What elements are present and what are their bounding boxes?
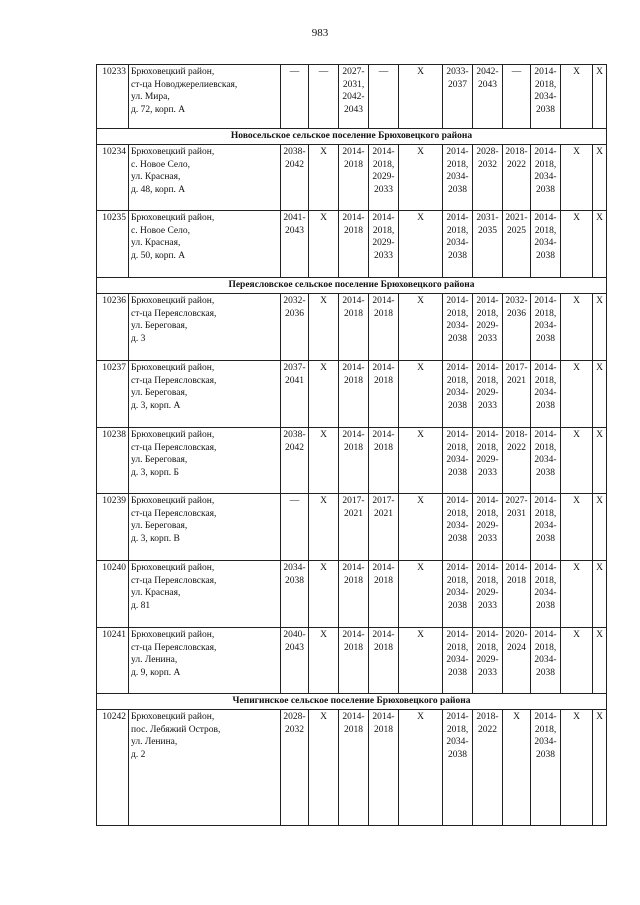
- period-cell: 2014- 2018, 2034- 2038: [531, 710, 561, 826]
- period-cell: 2032- 2036: [503, 294, 531, 361]
- period-cell: X: [593, 65, 607, 129]
- period-cell: —: [281, 494, 309, 561]
- period-cell: X: [309, 211, 339, 278]
- period-cell: X: [399, 65, 443, 129]
- section-title: Переясловское сельское поселение Брюховецкого района: [97, 278, 607, 294]
- period-cell: X: [399, 211, 443, 278]
- period-cell: X: [593, 710, 607, 826]
- period-cell: 2014- 2018, 2034- 2038: [531, 494, 561, 561]
- period-cell: 2014- 2018: [369, 428, 399, 494]
- address-cell: Брюховецкий район, ст-ца Переясловская, ул. Береговая, д. 3, корп. Б: [129, 428, 281, 494]
- period-cell: X: [561, 145, 593, 211]
- period-cell: 2014- 2018, 2034- 2038: [443, 561, 473, 628]
- period-cell: 2014- 2018, 2029- 2033: [473, 428, 503, 494]
- record-number: 10233: [97, 65, 129, 129]
- table-row: [97, 294, 607, 361]
- period-cell: 2014- 2018, 2034- 2038: [531, 628, 561, 694]
- period-cell: X: [309, 710, 339, 826]
- period-cell: 2014- 2018, 2034- 2038: [443, 294, 473, 361]
- period-cell: X: [399, 628, 443, 694]
- period-cell: 2017- 2021: [339, 494, 369, 561]
- table-row: [97, 65, 607, 129]
- period-cell: 2027- 2031: [503, 494, 531, 561]
- section-header-row: [97, 129, 607, 145]
- period-cell: 2032- 2036: [281, 294, 309, 361]
- period-cell: 2028- 2032: [473, 145, 503, 211]
- period-cell: 2018- 2022: [473, 710, 503, 826]
- table-row: [97, 710, 607, 826]
- record-number: 10239: [97, 494, 129, 561]
- period-cell: 2014- 2018, 2034- 2038: [443, 145, 473, 211]
- record-number: 10242: [97, 710, 129, 826]
- period-cell: 2014- 2018, 2034- 2038: [443, 494, 473, 561]
- period-cell: 2014- 2018, 2034- 2038: [531, 211, 561, 278]
- period-cell: X: [593, 628, 607, 694]
- period-cell: X: [309, 494, 339, 561]
- address-cell: Брюховецкий район, ст-ца Переясловская, ул. Береговая, д. 3, корп. А: [129, 361, 281, 428]
- record-number: 10234: [97, 145, 129, 211]
- period-cell: X: [593, 145, 607, 211]
- period-cell: X: [399, 494, 443, 561]
- address-cell: Брюховецкий район, ст-ца Переясловская, ул. Береговая, д. 3, корп. В: [129, 494, 281, 561]
- period-cell: 2020- 2024: [503, 628, 531, 694]
- period-cell: 2014- 2018: [369, 628, 399, 694]
- period-cell: 2014- 2018: [339, 628, 369, 694]
- period-cell: X: [503, 710, 531, 826]
- period-cell: 2014- 2018, 2034- 2038: [443, 428, 473, 494]
- record-number: 10235: [97, 211, 129, 278]
- period-cell: X: [561, 710, 593, 826]
- period-cell: 2038- 2042: [281, 145, 309, 211]
- table-row: [97, 494, 607, 561]
- address-cell: Брюховецкий район, с. Новое Село, ул. Красная, д. 48, корп. А: [129, 145, 281, 211]
- address-cell: Брюховецкий район, ст-ца Переясловская, ул. Ленина, д. 9, корп. А: [129, 628, 281, 694]
- period-cell: 2037- 2041: [281, 361, 309, 428]
- period-cell: X: [561, 294, 593, 361]
- record-number: 10238: [97, 428, 129, 494]
- period-cell: 2014- 2018, 2034- 2038: [531, 361, 561, 428]
- table-row: [97, 361, 607, 428]
- period-cell: 2028- 2032: [281, 710, 309, 826]
- period-cell: X: [309, 361, 339, 428]
- period-cell: —: [281, 65, 309, 129]
- period-cell: 2014- 2018, 2029- 2033: [369, 145, 399, 211]
- period-cell: 2041- 2043: [281, 211, 309, 278]
- page-number: 983: [311, 27, 329, 39]
- period-cell: 2014- 2018, 2029- 2033: [473, 561, 503, 628]
- period-cell: 2014- 2018: [339, 145, 369, 211]
- period-cell: X: [561, 628, 593, 694]
- period-cell: 2031- 2035: [473, 211, 503, 278]
- period-cell: 2038- 2042: [281, 428, 309, 494]
- period-cell: X: [561, 211, 593, 278]
- period-cell: 2014- 2018: [503, 561, 531, 628]
- address-cell: Брюховецкий район, ст-ца Переясловская, ул. Береговая, д. 3: [129, 294, 281, 361]
- section-title: Новосельское сельское поселение Брюховецкого района: [97, 129, 607, 145]
- address-cell: Брюховецкий район, ст-ца Переясловская, ул. Красная, д. 81: [129, 561, 281, 628]
- table-row: [97, 211, 607, 278]
- period-cell: 2017- 2021: [503, 361, 531, 428]
- table-body: [97, 65, 607, 826]
- address-cell: Брюховецкий район, пос. Лебяжий Остров, ул. Ленина, д. 2: [129, 710, 281, 826]
- period-cell: 2014- 2018: [339, 561, 369, 628]
- period-cell: 2017- 2021: [369, 494, 399, 561]
- period-cell: X: [593, 561, 607, 628]
- period-cell: X: [399, 710, 443, 826]
- period-cell: X: [593, 428, 607, 494]
- period-cell: 2014- 2018, 2034- 2038: [531, 145, 561, 211]
- period-cell: X: [561, 361, 593, 428]
- period-cell: 2014- 2018, 2029- 2033: [473, 494, 503, 561]
- period-cell: 2014- 2018, 2029- 2033: [473, 361, 503, 428]
- record-number: 10241: [97, 628, 129, 694]
- period-cell: X: [593, 361, 607, 428]
- period-cell: 2014- 2018: [339, 211, 369, 278]
- building-register-table: [96, 64, 607, 826]
- period-cell: 2034- 2038: [281, 561, 309, 628]
- period-cell: X: [561, 428, 593, 494]
- period-cell: X: [309, 428, 339, 494]
- period-cell: X: [593, 294, 607, 361]
- period-cell: 2014- 2018, 2034- 2038: [443, 361, 473, 428]
- period-cell: 2014- 2018, 2034- 2038: [443, 710, 473, 826]
- period-cell: 2014- 2018: [339, 428, 369, 494]
- period-cell: X: [309, 628, 339, 694]
- period-cell: X: [593, 494, 607, 561]
- period-cell: 2014- 2018, 2034- 2038: [531, 65, 561, 129]
- period-cell: 2033- 2037: [443, 65, 473, 129]
- table-row: [97, 561, 607, 628]
- period-cell: 2014- 2018: [339, 294, 369, 361]
- period-cell: 2021- 2025: [503, 211, 531, 278]
- period-cell: X: [309, 561, 339, 628]
- period-cell: X: [399, 561, 443, 628]
- section-header-row: [97, 278, 607, 294]
- period-cell: 2014- 2018: [369, 710, 399, 826]
- section-header-row: [97, 694, 607, 710]
- period-cell: 2014- 2018, 2034- 2038: [531, 294, 561, 361]
- period-cell: 2014- 2018, 2034- 2038: [531, 428, 561, 494]
- period-cell: 2014- 2018, 2029- 2033: [369, 211, 399, 278]
- period-cell: —: [369, 65, 399, 129]
- period-cell: 2014- 2018, 2029- 2033: [473, 628, 503, 694]
- period-cell: X: [399, 145, 443, 211]
- record-number: 10240: [97, 561, 129, 628]
- period-cell: —: [503, 65, 531, 129]
- period-cell: 2042- 2043: [473, 65, 503, 129]
- period-cell: 2040- 2043: [281, 628, 309, 694]
- period-cell: X: [399, 428, 443, 494]
- period-cell: X: [561, 494, 593, 561]
- period-cell: 2014- 2018: [339, 361, 369, 428]
- table-row: [97, 628, 607, 694]
- period-cell: X: [399, 361, 443, 428]
- period-cell: 2014- 2018, 2034- 2038: [443, 211, 473, 278]
- period-cell: X: [399, 294, 443, 361]
- table-row: [97, 145, 607, 211]
- period-cell: X: [593, 211, 607, 278]
- record-number: 10236: [97, 294, 129, 361]
- period-cell: 2014- 2018: [369, 361, 399, 428]
- record-number: 10237: [97, 361, 129, 428]
- period-cell: 2014- 2018, 2034- 2038: [443, 628, 473, 694]
- period-cell: X: [309, 145, 339, 211]
- period-cell: —: [309, 65, 339, 129]
- period-cell: 2018- 2022: [503, 428, 531, 494]
- period-cell: 2014- 2018, 2034- 2038: [531, 561, 561, 628]
- address-cell: Брюховецкий район, с. Новое Село, ул. Красная, д. 50, корп. А: [129, 211, 281, 278]
- period-cell: 2027- 2031, 2042- 2043: [339, 65, 369, 129]
- period-cell: X: [309, 294, 339, 361]
- address-cell: Брюховецкий район, ст-ца Новоджерелиевская, ул. Мира, д. 72, корп. А: [129, 65, 281, 129]
- section-title: Чепигинское сельское поселение Брюховецкого района: [97, 694, 607, 710]
- period-cell: 2014- 2018: [339, 710, 369, 826]
- period-cell: X: [561, 561, 593, 628]
- period-cell: 2014- 2018, 2029- 2033: [473, 294, 503, 361]
- period-cell: 2014- 2018: [369, 561, 399, 628]
- period-cell: X: [561, 65, 593, 129]
- period-cell: 2014- 2018: [369, 294, 399, 361]
- period-cell: 2018- 2022: [503, 145, 531, 211]
- table-row: [97, 428, 607, 494]
